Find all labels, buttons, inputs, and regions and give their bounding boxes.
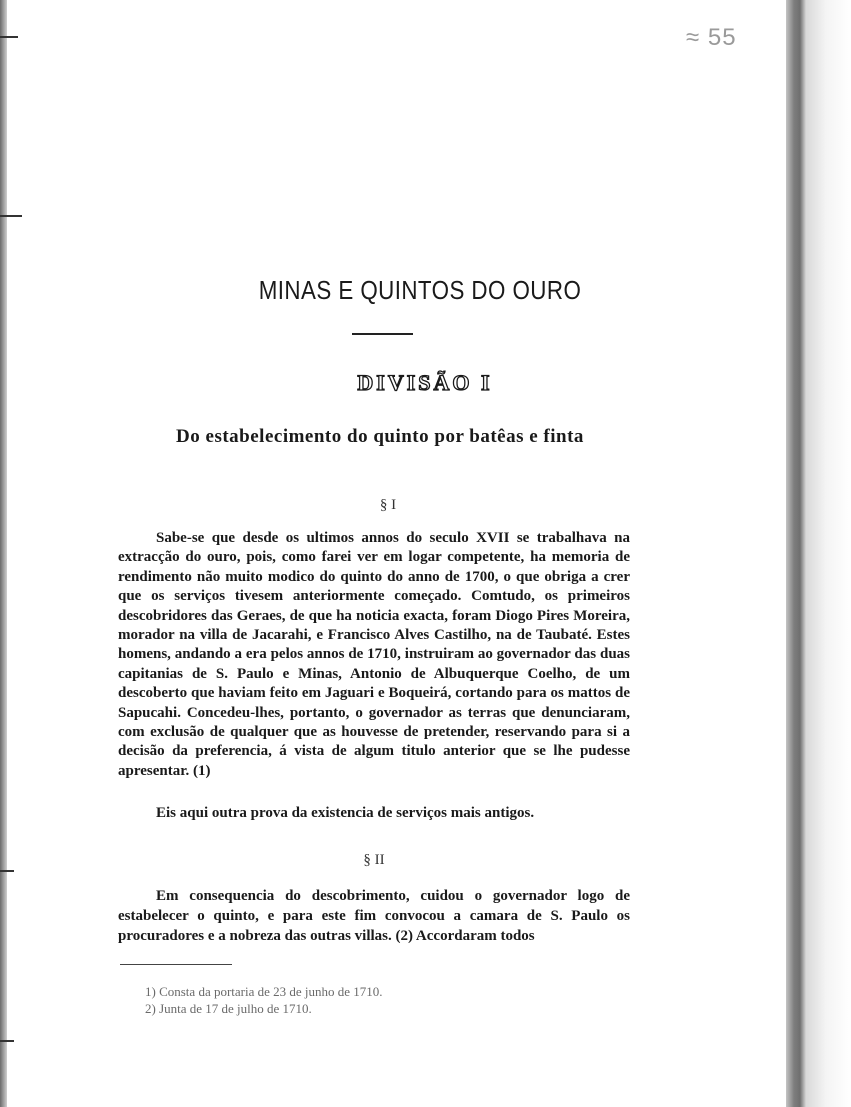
section-mark-2: § II bbox=[363, 852, 385, 868]
section-mark-1: § I bbox=[379, 497, 397, 513]
division-heading: DIVISÃO I bbox=[357, 370, 493, 395]
margin-mark bbox=[0, 215, 22, 217]
margin-mark bbox=[0, 36, 18, 38]
paragraph-3: Em consequencia do descobrimento, cuidou o governador logo de estabelecer o quinto, e para este fim convocou a camara de S. Paulo os procuradores e a nobreza das outras villas. (2) Accordaram todos bbox=[118, 888, 630, 944]
footnote-divider bbox=[120, 964, 232, 965]
footnote-2: 2) Junta de 17 de julho de 1710. bbox=[145, 1001, 312, 1016]
title-divider bbox=[352, 333, 413, 335]
page-left-edge bbox=[0, 0, 7, 1107]
margin-mark bbox=[0, 870, 14, 872]
paragraph-2: Eis aqui outra prova da existencia de serviços mais antigos. bbox=[156, 805, 535, 821]
margin-mark bbox=[0, 1040, 14, 1042]
section-heading: Do estabelecimento do quinto por batêas e finta bbox=[176, 426, 584, 447]
paragraph-1: Sabe-se que desde os ultimos annos do seculo XVII se trabalhava na extracção do ouro, pois, como farei ver em logar competente, ha memoria de rendimento não muito modico do quinto do anno de 1700, o que obriga a crer que os serviços tivesem anteriormente começado. Comtudo, os primeiros descobridores das Geraes, de que ha noticia exacta, foram Diogo Pires Moreira, morador na villa de Jacarahi, e Francisco Alves Castilho, na de Taubaté. Estes homens, andando a era pelos annos de 1710, instruiram ao governador das duas capitanias de S. Paulo e Minas, Antonio de Albuquerque Coelho, de um descoberto que haviam feito em Jaguari e Boqueirá, cortando para os mattos de Sapucahi. Concedeu-lhes, portanto, o governador as terras que denunciaram, com exclusão de qualquer que as houvesse de pretender, reservando para si a decisão da preferencia, á vista de algum titulo anterior que se lhe pudesse apresentar. (1) bbox=[118, 530, 630, 779]
page-right-edge bbox=[786, 0, 851, 1107]
page-title: MINAS E QUINTOS DO OURO bbox=[258, 275, 582, 305]
page-number: ≈ 55 bbox=[686, 24, 737, 51]
footnote-1: 1) Consta da portaria de 23 de junho de 1710. bbox=[145, 984, 383, 999]
